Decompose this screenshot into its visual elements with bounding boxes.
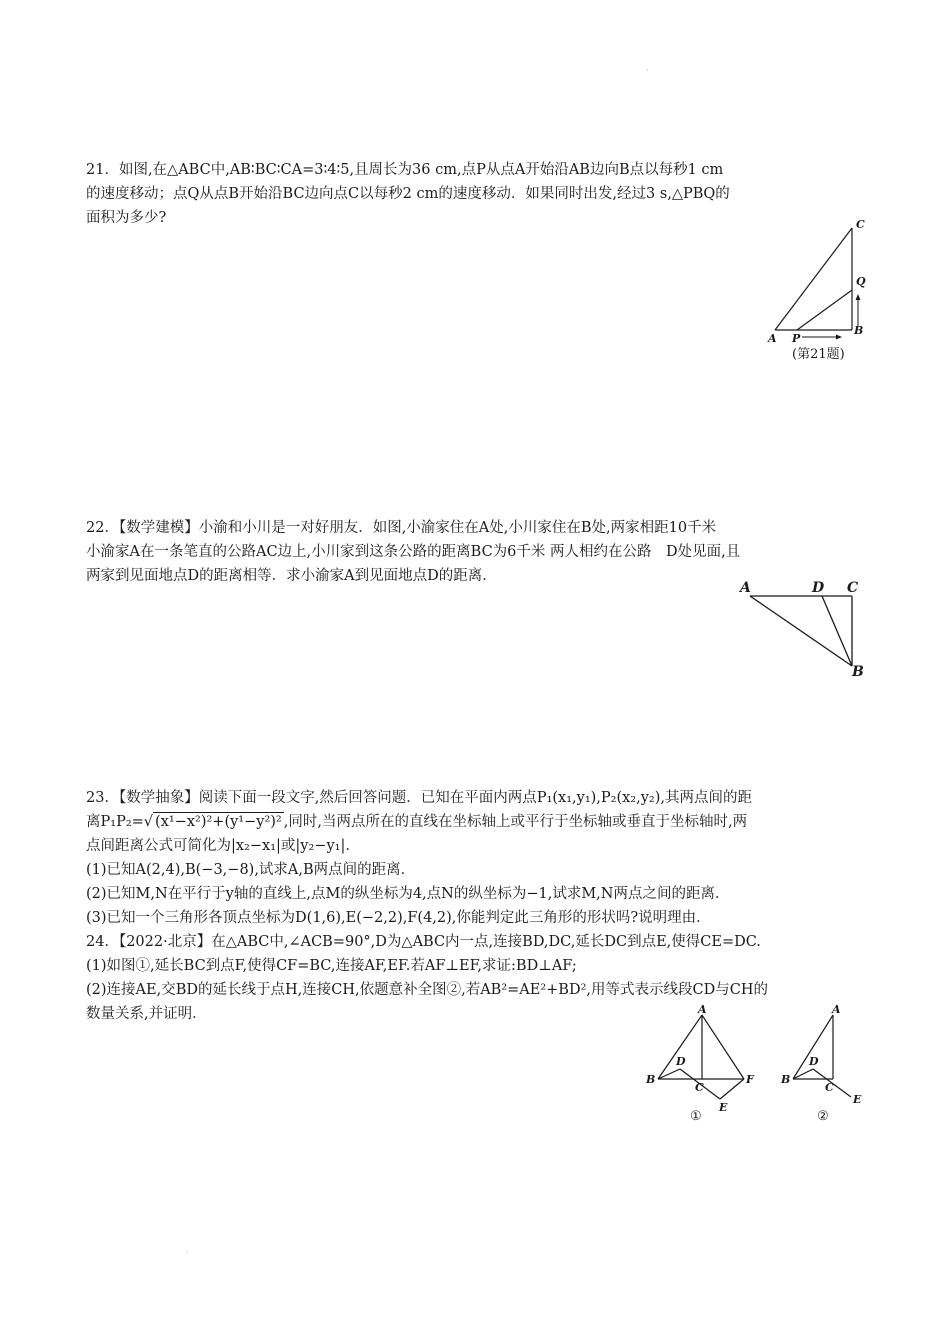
- q24-part2b: 数量关系,并证明．: [86, 1006, 207, 1022]
- q21-segment-pq: [797, 290, 852, 330]
- q22-label-c: C: [847, 580, 859, 596]
- scan-dot: ·: [646, 66, 649, 75]
- fig2-number: ②: [817, 1109, 829, 1124]
- q21-arrowhead-p: [836, 335, 842, 340]
- q21-label-c: C: [856, 218, 865, 231]
- q23-line3: 点间距离公式可简化为|x₂−x₁|或|y₂−y₁|．: [86, 838, 360, 854]
- q22-label-a: A: [740, 580, 751, 596]
- q23-part1: (1)已知A(2,4),B(−3,−8),试求A,B两点间的距离．: [86, 862, 416, 878]
- fig1-label-e: E: [719, 1101, 728, 1114]
- q24-part2a: (2)连接AE,交BD的延长线于点H,连接CH,依题意补全图②,若AB²=AE²+BD²,用等式表示线段CD与CH的: [86, 982, 768, 998]
- q22-figure: [736, 578, 870, 682]
- q21-line3: 面积为多少?: [86, 210, 167, 226]
- fig1-segment-ef: [720, 1079, 744, 1099]
- q22-line2: 小渝家A在一条笔直的公路AC边上,小川家到这条公路的距离BC为6千米 两人相约在公路 D处见面,且: [86, 544, 741, 560]
- q21-figure: [760, 218, 870, 368]
- q21-line2: 的速度移动；点Q从点B开始沿BC边向点C以每秒2 cm的速度移动．如果同时出发,经过3 s,△PBQ的: [86, 186, 730, 202]
- q23-line2-pre: 离P₁P₂=: [86, 814, 144, 830]
- q24-figure-1: [640, 1005, 770, 1125]
- fig1-label-a: A: [698, 1003, 707, 1016]
- fig2-label-b: B: [781, 1073, 791, 1086]
- q22-label-d: D: [812, 580, 825, 596]
- scan-dot-bottom: ·: [186, 1248, 189, 1257]
- q23-distance-formula: (x¹−x²)²+(y¹−y²)²: [155, 814, 282, 830]
- q22-line3: 两家到见面地点D的距离相等．求小渝家A到见面地点D的距离．: [86, 568, 497, 584]
- sqrt-icon: √: [143, 814, 154, 830]
- fig2-label-d: D: [809, 1055, 819, 1068]
- q21-arrowhead-q: [856, 294, 861, 300]
- q23-part2: (2)已知M,N在平行于y轴的直线上,点M的纵坐标为4,点N的纵坐标为−1,试求M,N两点之间的距离．: [86, 886, 730, 902]
- fig2-label-c: C: [825, 1081, 834, 1094]
- fig1-side-af: [702, 1015, 744, 1079]
- q23-line1: 23．【数学抽象】阅读下面一段文字,然后回答问题．已知在平面内两点P₁(x₁,y₁),P₂(x₂,y₂),其两点间的距: [86, 790, 752, 806]
- fig1-label-c: C: [695, 1081, 704, 1094]
- fig1-label-b: B: [646, 1073, 656, 1086]
- q21-line1: 21．如图,在△ABC中,AB∶BC∶CA=3∶4∶5,且周长为36 cm,点P从点A开始沿AB边向B点以每秒1 cm: [86, 162, 724, 178]
- q22-line1: 22．【数学建模】小渝和小川是一对好朋友．如图,小渝家住在A处,小川家住在B处,两家相距10千米: [86, 520, 717, 536]
- question-23: [86, 786, 866, 930]
- question-21: [86, 158, 866, 230]
- q23-line2: [86, 810, 866, 834]
- q24-part1: (1)如图①,延长BC到点F,使得CF=BC,连接AF,EF.若AF⊥EF,求证:BD⊥AF;: [86, 958, 577, 974]
- fig2-label-e: E: [853, 1093, 862, 1106]
- q24-figure-2: [775, 1005, 870, 1125]
- q21-label-q: Q: [856, 275, 866, 288]
- fig1-number: ①: [690, 1109, 702, 1124]
- q21-label-p: P: [792, 332, 801, 345]
- q21-label-a: A: [768, 332, 777, 345]
- q23-line2-post: ,同时,当两点所在的直线在坐标轴上或平行于坐标轴或垂直于坐标轴时,两: [283, 814, 748, 830]
- fig1-label-f: F: [746, 1073, 754, 1086]
- fig2-label-a: A: [832, 1003, 841, 1016]
- q22-label-b: B: [852, 664, 864, 680]
- fig1-label-d: D: [676, 1055, 686, 1068]
- q21-side-ca: [775, 228, 852, 330]
- q21-caption: (第21题): [792, 347, 845, 362]
- q23-part3: (3)已知一个三角形各顶点坐标为D(1,6),E(−2,2),F(4,2),你能判定此三角形的形状吗?说明理由．: [86, 910, 711, 926]
- q21-label-b: B: [854, 324, 864, 337]
- q24-line1: 24．【2022·北京】在△ABC中,∠ACB=90°,D为△ABC内一点,连接BD,DC,延长DC到点E,使得CE=DC.: [86, 934, 761, 950]
